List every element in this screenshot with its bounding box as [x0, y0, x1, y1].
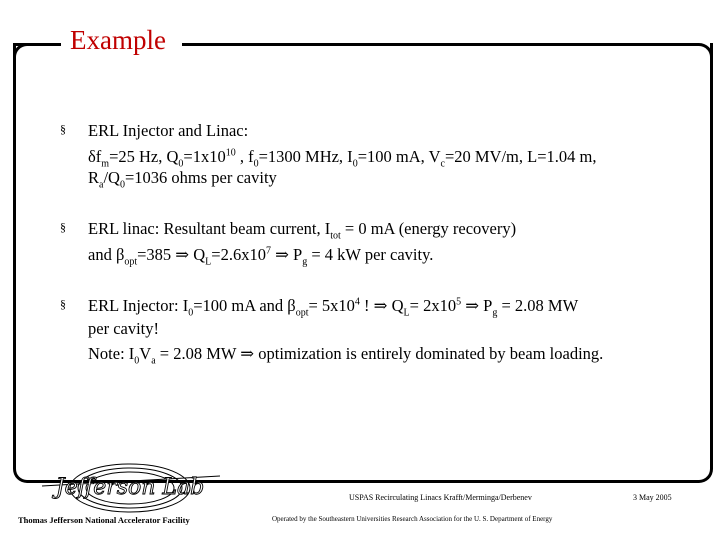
facility-name: Thomas Jefferson National Accelerator Facility [18, 515, 190, 525]
slide-title: Example [66, 25, 170, 56]
footer-date: 3 May 2005 [633, 493, 672, 502]
bullet-1-line-3: $R_a/Q_0=1036$ ohms per cavity [88, 168, 277, 191]
bullet-2-line-2: and $\beta_{opt}=385$ ⇒ $Q_L=2.6x10^7$ ⇒ $P_g = 4$ kW per cavity. [88, 245, 434, 268]
bullet-icon: § [60, 297, 66, 311]
course-info: USPAS Recirculating Linacs Krafft/Merminga/Derbenev [349, 493, 532, 502]
operated-by: Operated by the Southeastern Universities Research Association for the U. S. Department of Energy [272, 515, 553, 523]
bullet-1-line-2: $\delta f_m=25$ Hz, $Q_0=1x10^{10}$ , $f_0=1300$ MHz, $I_0=100$ mA, $V_c=20$ MV/m, L=1.04 m, [88, 147, 597, 170]
logo-text: Jefferson Lab [55, 475, 205, 500]
bullet-1-line-1: ERL Injector and Linac: [88, 121, 249, 140]
bullet-3-line-2: per cavity! [88, 319, 160, 338]
bullet-3-line-3: Note: $I_0V_a = 2.08$ MW ⇒ optimization is entirely dominated by beam loading. [88, 344, 604, 367]
bullet-2-line-1: ERL linac: Resultant beam current, $I_{tot} = 0$ mA (energy recovery) [88, 219, 517, 242]
bullet-icon: § [60, 122, 66, 136]
bullet-3-line-1: ERL Injector: $I_0=100$ mA and $\beta_{opt}= 5x10^4$ ! ⇒ $Q_L= 2x10^5$ ⇒ $P_g = 2.08$ MW [88, 296, 579, 319]
jefferson-lab-logo [40, 458, 220, 518]
bullet-icon: § [60, 220, 66, 234]
